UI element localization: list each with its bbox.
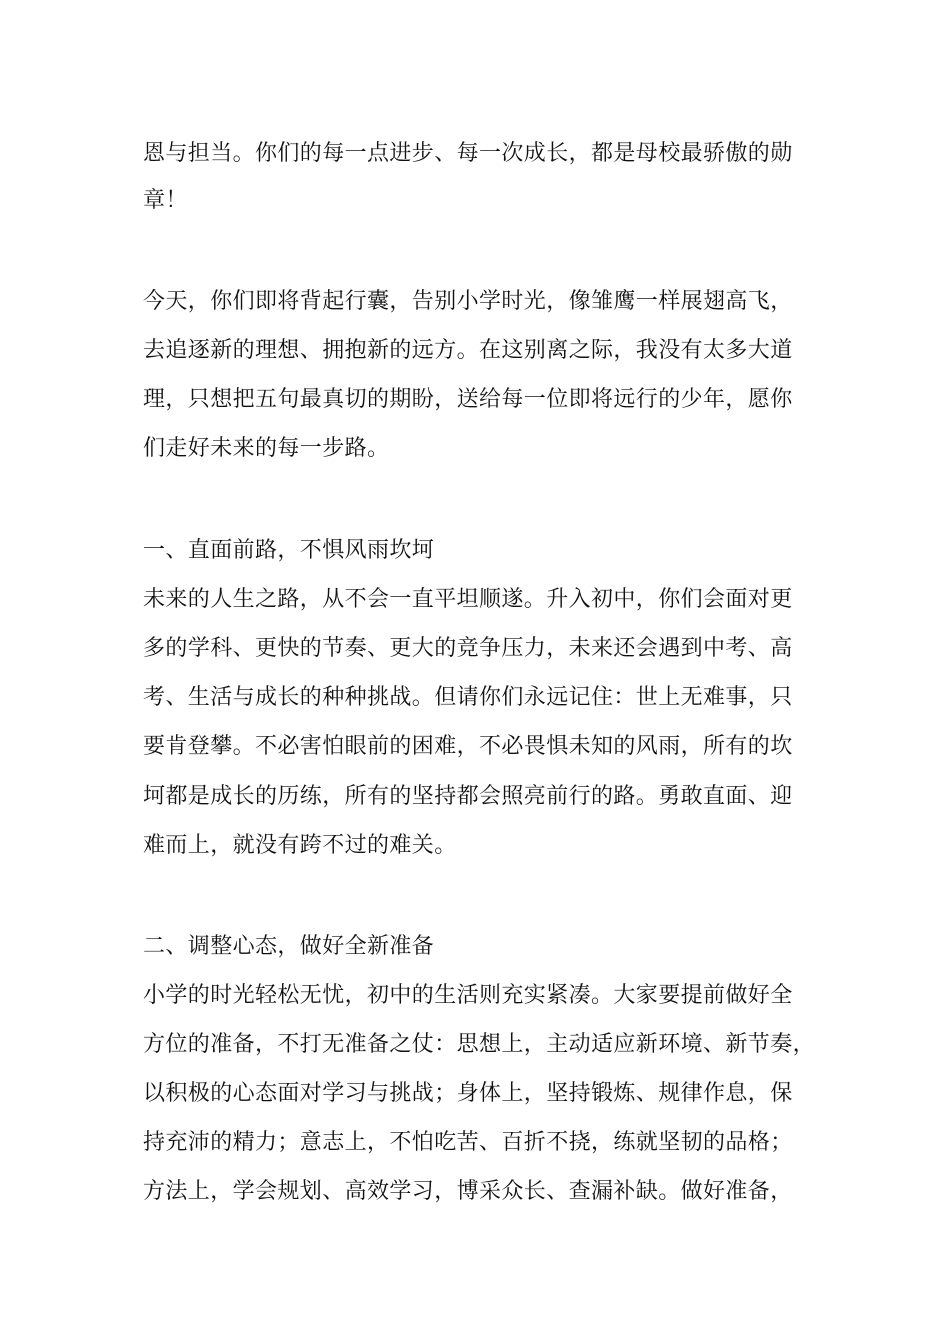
farewell-line-4: 们走好未来的每一步路。 — [143, 436, 390, 461]
section-one-line-1: 未来的人生之路，从不会一直平坦顺遂。升入初中，你们会面对更 — [143, 587, 793, 612]
section-one-line-6: 难而上，就没有跨不过的难关。 — [143, 833, 457, 858]
section-two-line-5: 方法上，学会规划、高效学习，博采众长、查漏补缺。做好准备， — [143, 1179, 793, 1204]
intro-line-1: 恩与担当。你们的每一点进步、每一次成长，都是母校最骄傲的勋 — [143, 141, 793, 166]
intro-line-2: 章！ — [143, 188, 188, 213]
section-two-line-1: 小学的时光轻松无忧，初中的生活则充实紧凑。大家要提前做好全 — [143, 983, 793, 1008]
farewell-line-2: 去追逐新的理想、拥抱新的远方。在这别离之际，我没有太多大道 — [143, 338, 793, 363]
section-two-heading: 二、调整心态，做好全新准备 — [143, 934, 435, 959]
section-two-line-2: 方位的准备，不打无准备之仗：思想上，主动适应新环境、新节奏， — [143, 1032, 816, 1057]
section-two-line-3: 以积极的心态面对学习与挑战；身体上，坚持锻炼、规律作息，保 — [143, 1081, 793, 1106]
farewell-line-3: 理，只想把五句最真切的期盼，送给每一位即将远行的少年，愿你 — [143, 387, 793, 412]
section-one-heading: 一、直面前路，不惧风雨坎坷 — [143, 538, 435, 563]
section-one-line-4: 要肯登攀。不必害怕眼前的困难，不必畏惧未知的风雨，所有的坎 — [143, 734, 793, 759]
farewell-line-1: 今天，你们即将背起行囊，告别小学时光，像雏鹰一样展翅高飞， — [143, 289, 793, 314]
section-one-line-5: 坷都是成长的历练，所有的坚持都会照亮前行的路。勇敢直面、迎 — [143, 784, 793, 809]
section-one-line-3: 考、生活与成长的种种挑战。但请你们永远记住：世上无难事，只 — [143, 685, 793, 710]
section-two-line-4: 持充沛的精力；意志上，不怕吃苦、百折不挠，练就坚韧的品格； — [143, 1130, 793, 1155]
section-one-line-2: 多的学科、更快的节奏、更大的竞争压力，未来还会遇到中考、高 — [143, 636, 793, 661]
